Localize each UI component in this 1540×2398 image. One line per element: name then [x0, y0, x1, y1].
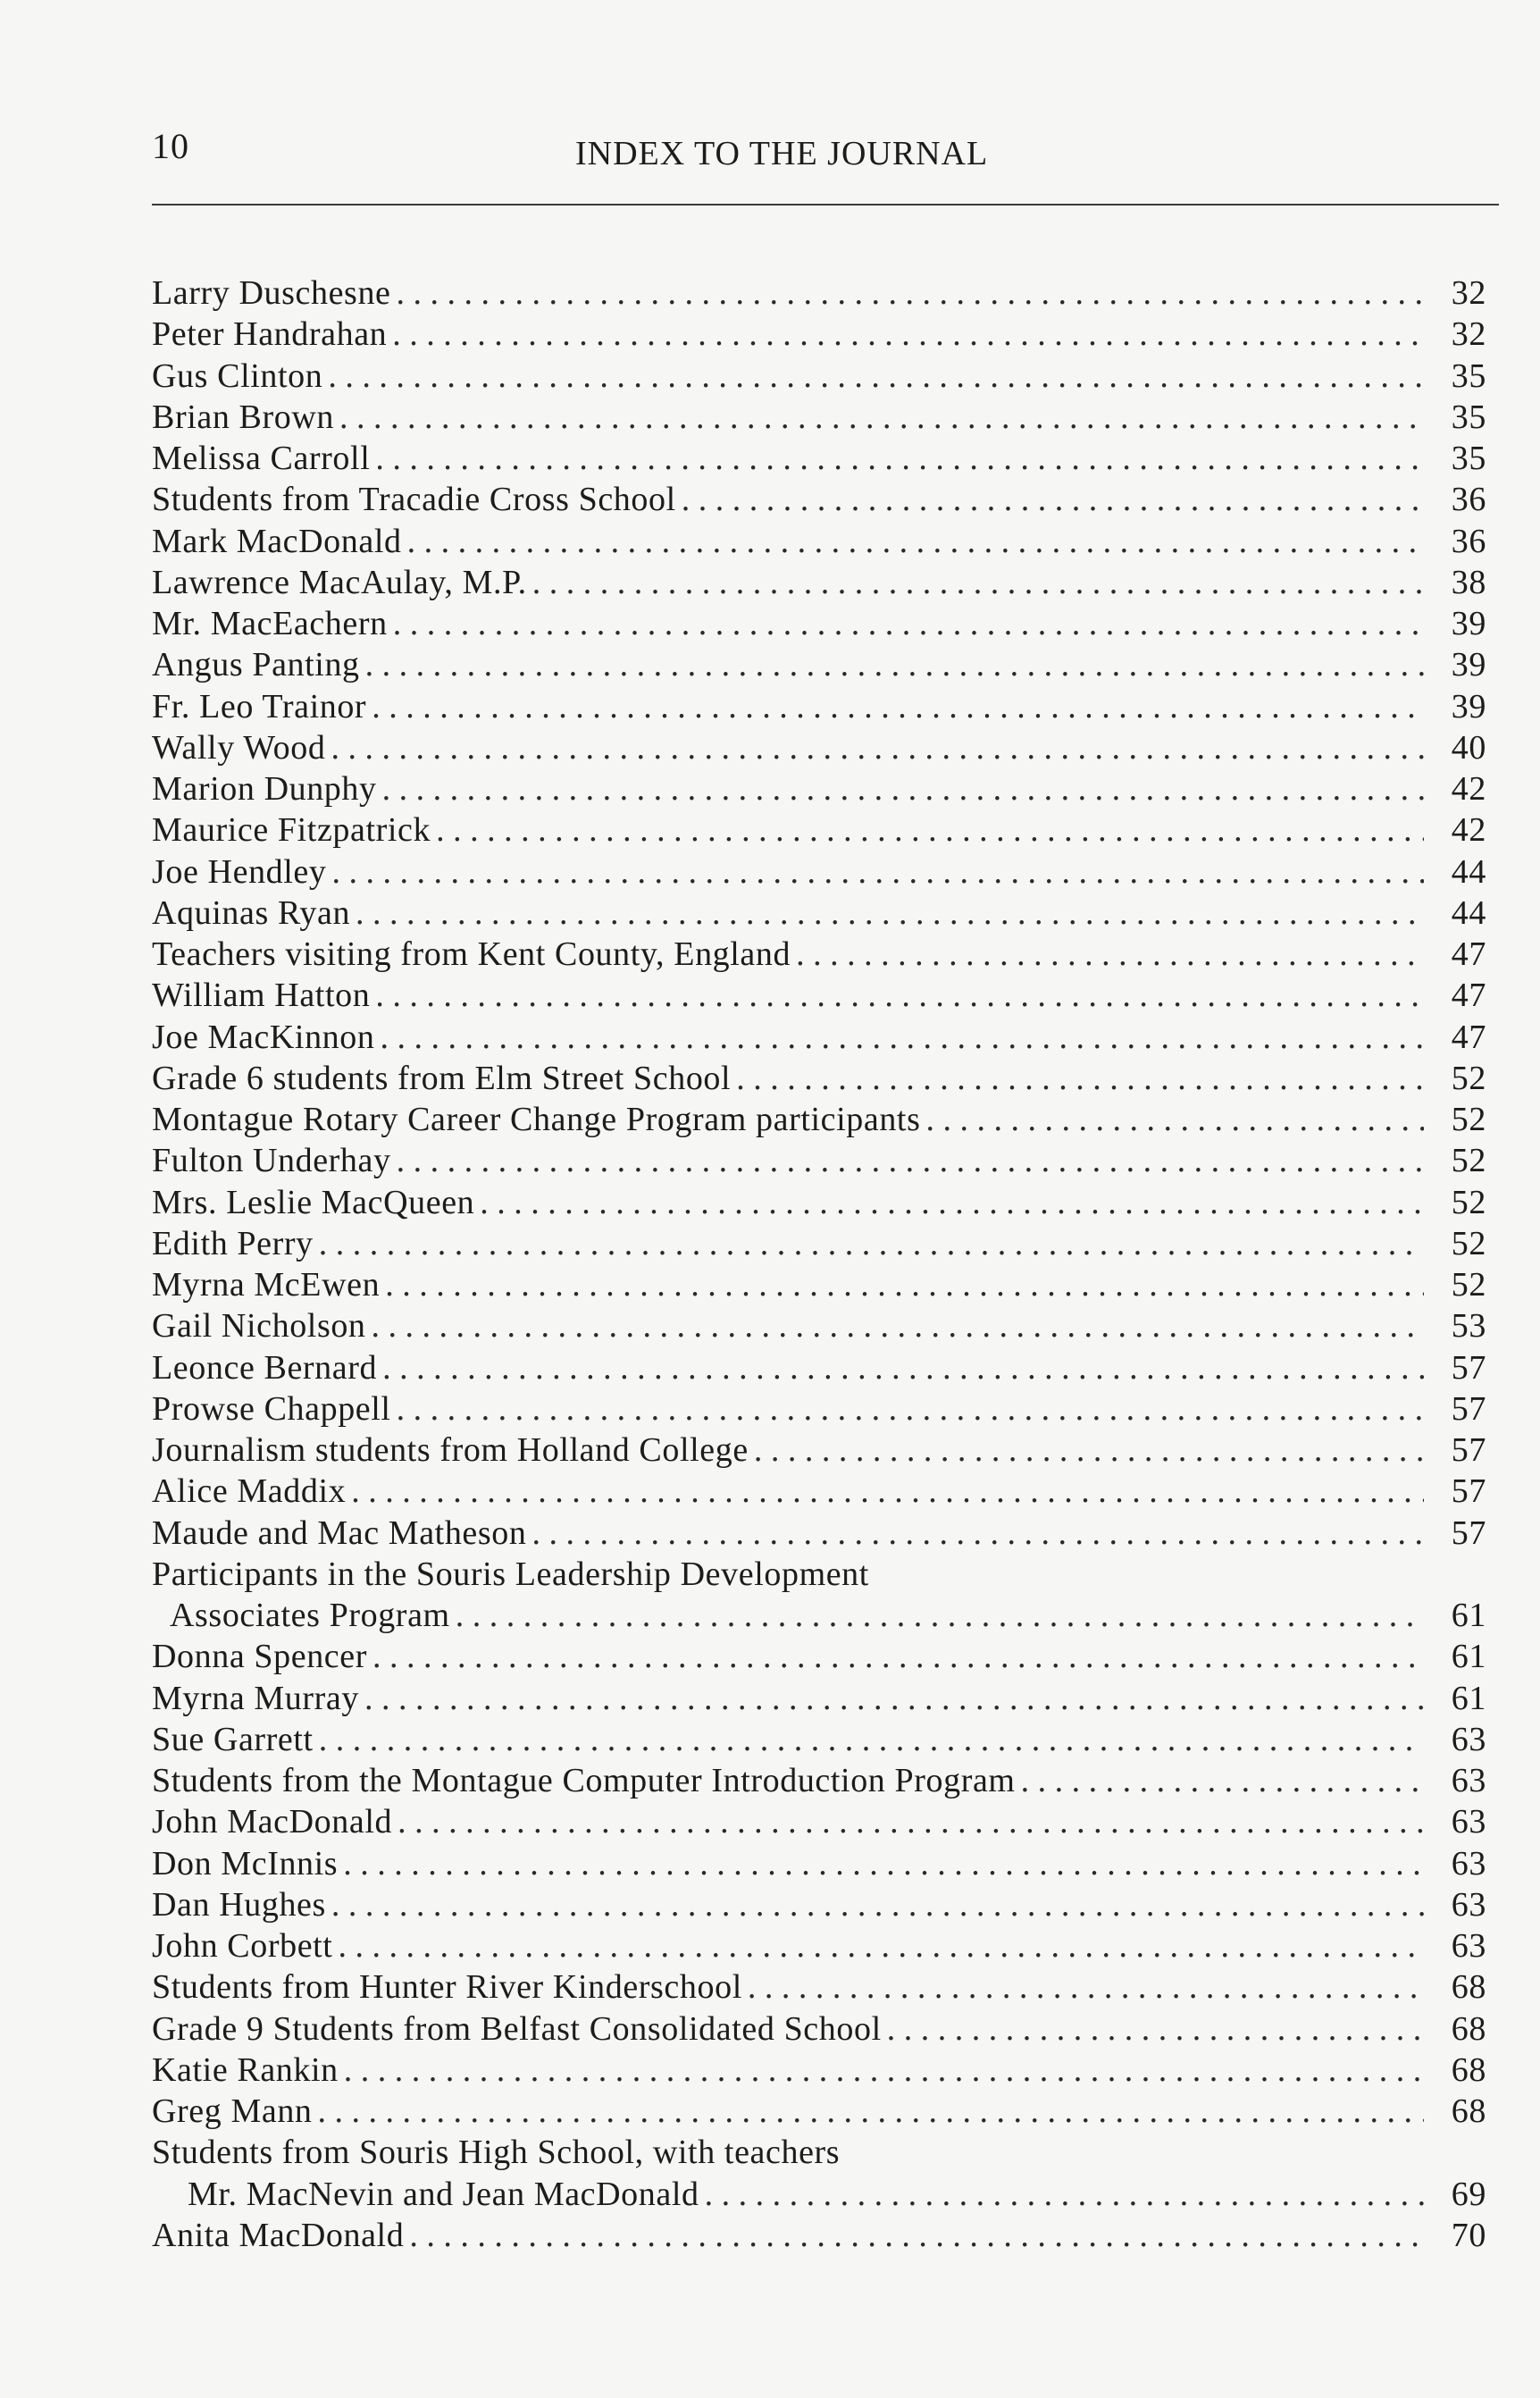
- index-entry: [152, 975, 1492, 1016]
- dot-leader: [682, 479, 1424, 520]
- entry-name: Montague Rotary Career Change Program participants: [152, 1101, 921, 1138]
- dot-leader: [372, 686, 1424, 727]
- index-entry: [152, 1843, 1492, 1884]
- dot-leader: [385, 1264, 1424, 1305]
- dot-leader: [319, 1719, 1424, 1760]
- dot-leader: [380, 1017, 1424, 1058]
- entry-name: Students from Tracadie Cross School: [152, 481, 676, 519]
- index-entry: [152, 2050, 1492, 2091]
- entry-name: Dan Hughes: [152, 1885, 326, 1924]
- entry-name: Mark MacDonald: [152, 522, 402, 560]
- index-list: [152, 272, 1492, 2256]
- entry-page-number: 44: [1451, 893, 1486, 932]
- entry-name: Joe Hendley: [152, 852, 327, 891]
- dot-leader: [705, 2174, 1424, 2215]
- index-entry: [152, 934, 1492, 975]
- entry-name: Myrna McEwen: [152, 1266, 381, 1304]
- index-entry: [152, 768, 1492, 809]
- index-entry: [152, 1636, 1492, 1677]
- entry-page-number: 57: [1451, 1513, 1486, 1552]
- entry-page-number: 52: [1451, 1183, 1486, 1221]
- entry-page-number: 47: [1451, 1018, 1486, 1056]
- entry-name: Gus Clinton: [152, 356, 323, 395]
- entry-page-number: 63: [1451, 1720, 1486, 1758]
- entry-name: Anita MacDonald: [152, 2216, 405, 2254]
- entry-page-number: 52: [1451, 1142, 1486, 1180]
- entry-page-number: 53: [1451, 1307, 1486, 1346]
- index-entry: [152, 1719, 1492, 1760]
- entry-name: Edith Perry: [152, 1224, 314, 1262]
- dot-leader: [397, 1140, 1424, 1181]
- entry-page-number: 52: [1451, 1224, 1486, 1262]
- index-entry: [152, 356, 1492, 397]
- index-entry: [152, 1801, 1492, 1842]
- entry-page-number: 68: [1451, 2050, 1486, 2089]
- dot-leader: [382, 768, 1424, 809]
- index-entry: [152, 1678, 1492, 1719]
- entry-page-number: 42: [1451, 770, 1486, 808]
- dot-leader: [925, 1099, 1424, 1140]
- index-entry: [152, 809, 1492, 851]
- index-entry: [152, 521, 1492, 562]
- entry-name: Sue Garrett: [152, 1720, 314, 1758]
- entry-name: Teachers visiting from Kent County, England: [152, 935, 791, 973]
- index-entry: [152, 1305, 1492, 1346]
- entry-page-number: 63: [1451, 1885, 1486, 1924]
- entry-name: Maurice Fitzpatrick: [152, 811, 431, 850]
- entry-name: Grade 9 Students from Belfast Consolidated School: [152, 2009, 882, 2048]
- entry-page-number: 69: [1451, 2175, 1486, 2213]
- entry-name: Students from Souris High School, with teachers: [152, 2134, 841, 2172]
- dot-leader: [887, 2008, 1424, 2050]
- page-header: [0, 0, 1540, 214]
- index-entry: [152, 686, 1492, 727]
- entry-page-number: 32: [1451, 274, 1486, 312]
- index-entry: [152, 562, 1492, 603]
- entry-page-number: 44: [1451, 852, 1486, 891]
- entry-page-number: 61: [1451, 1638, 1486, 1676]
- index-entry: [152, 1182, 1492, 1223]
- entry-page-number: 42: [1451, 811, 1486, 850]
- entry-page-number: 47: [1451, 935, 1486, 973]
- entry-page-number: 36: [1451, 522, 1486, 560]
- entry-name: Prowse Chappell: [152, 1389, 391, 1428]
- entry-page-number: 47: [1451, 977, 1486, 1015]
- index-entry: [152, 1017, 1492, 1058]
- dot-leader: [796, 934, 1424, 975]
- index-entry: [152, 603, 1492, 644]
- entry-name: Fr. Leo Trainor: [152, 687, 367, 725]
- entry-name: Don McInnis: [152, 1844, 339, 1882]
- dot-leader: [328, 356, 1424, 397]
- entry-name: Donna Spencer: [152, 1638, 367, 1676]
- entry-name: Mrs. Leslie MacQueen: [152, 1183, 475, 1221]
- dot-leader: [748, 1966, 1424, 2008]
- index-entry: [152, 2132, 1492, 2173]
- dot-leader: [736, 1058, 1424, 1099]
- entry-continuation: Associates Program: [170, 1597, 450, 1634]
- entry-page-number: 61: [1451, 1597, 1486, 1634]
- entry-name: Alice Maddix: [152, 1472, 347, 1511]
- index-entry: [152, 1140, 1492, 1181]
- dot-leader: [409, 2215, 1424, 2256]
- entry-page-number: 39: [1451, 605, 1486, 642]
- running-head: INDEX TO THE JOURNAL: [575, 135, 989, 172]
- entry-page-number: 68: [1451, 2092, 1486, 2130]
- entry-name: John Corbett: [152, 1927, 333, 1965]
- dot-leader: [339, 397, 1424, 438]
- index-entry-continuation: [152, 2174, 1492, 2215]
- page-number: 10: [152, 126, 189, 166]
- dot-leader: [480, 1182, 1424, 1223]
- index-entry: [152, 479, 1492, 520]
- index-entry: [152, 1966, 1492, 2008]
- index-entry: [152, 893, 1492, 934]
- index-entry: [152, 438, 1492, 479]
- entry-page-number: 35: [1451, 398, 1486, 436]
- entry-name: Fulton Underhay: [152, 1142, 391, 1180]
- index-entry: [152, 1223, 1492, 1264]
- entry-name: Gail Nicholson: [152, 1307, 366, 1346]
- entry-page-number: 52: [1451, 1059, 1486, 1097]
- entry-page-number: 39: [1451, 646, 1486, 684]
- entry-name: Students from the Montague Computer Introduction Program: [152, 1762, 1016, 1799]
- index-entry: [152, 272, 1492, 314]
- entry-name: Joe MacKinnon: [152, 1018, 375, 1056]
- index-entry: [152, 397, 1492, 438]
- index-entry: [152, 1430, 1492, 1471]
- dot-leader: [332, 851, 1425, 893]
- entry-page-number: 52: [1451, 1266, 1486, 1304]
- entry-name: Participants in the Souris Leadership Development: [152, 1555, 869, 1593]
- entry-name: Marion Dunphy: [152, 770, 377, 808]
- entry-name: Maude and Mac Matheson: [152, 1513, 527, 1552]
- entry-name: Leonce Bernard: [152, 1348, 378, 1387]
- dot-leader: [531, 1513, 1424, 1554]
- dot-leader: [344, 2050, 1424, 2091]
- entry-page-number: 52: [1451, 1101, 1486, 1138]
- entry-name: Melissa Carroll: [152, 440, 371, 477]
- entry-name: Katie Rankin: [152, 2050, 339, 2089]
- entry-name: Students from Hunter River Kinderschool: [152, 1968, 742, 2007]
- index-entry: [152, 1760, 1492, 1801]
- index-entry: [152, 1884, 1492, 1925]
- entry-name: Journalism students from Holland College: [152, 1431, 749, 1469]
- entry-page-number: 57: [1451, 1389, 1486, 1428]
- index-entry: [152, 2215, 1492, 2256]
- dot-leader: [351, 1471, 1424, 1512]
- entry-name: Greg Mann: [152, 2092, 313, 2130]
- entry-name: Wally Wood: [152, 728, 326, 767]
- index-entry: [152, 1058, 1492, 1099]
- entry-page-number: 39: [1451, 687, 1486, 725]
- entry-name: Angus Panting: [152, 646, 360, 684]
- entry-name: Aquinas Ryan: [152, 893, 351, 932]
- entry-name: Mr. MacEachern: [152, 605, 388, 642]
- dot-leader: [338, 1925, 1424, 1966]
- index-entry: [152, 2091, 1492, 2132]
- entry-page-number: 32: [1451, 315, 1486, 354]
- entry-page-number: 63: [1451, 1844, 1486, 1882]
- dot-leader: [398, 1801, 1424, 1842]
- dot-leader: [407, 521, 1424, 562]
- index-entry: [152, 1264, 1492, 1305]
- entry-page-number: 35: [1451, 356, 1486, 395]
- dot-leader: [754, 1430, 1424, 1471]
- entry-name: Peter Handrahan: [152, 315, 388, 354]
- entry-name: Brian Brown: [152, 398, 334, 436]
- index-entry: [152, 644, 1492, 685]
- index-entry: [152, 851, 1492, 893]
- entry-page-number: 57: [1451, 1431, 1486, 1469]
- index-entry: [152, 1388, 1492, 1430]
- header-rule: [152, 204, 1499, 205]
- dot-leader: [532, 562, 1424, 603]
- entry-page-number: 40: [1451, 728, 1486, 767]
- dot-leader: [456, 1595, 1424, 1636]
- entry-page-number: 63: [1451, 1927, 1486, 1965]
- entry-page-number: 36: [1451, 481, 1486, 519]
- dot-leader: [372, 1636, 1424, 1677]
- entry-page-number: 63: [1451, 1803, 1486, 1841]
- index-entry: [152, 1513, 1492, 1554]
- index-entry: [152, 1471, 1492, 1512]
- dot-leader: [436, 809, 1424, 851]
- index-entry: [152, 1925, 1492, 1966]
- dot-leader: [375, 438, 1424, 479]
- dot-leader: [1021, 1760, 1424, 1801]
- dot-leader: [331, 1884, 1424, 1925]
- entry-name: John MacDonald: [152, 1803, 393, 1841]
- dot-leader: [331, 727, 1424, 768]
- entry-page-number: 68: [1451, 1968, 1486, 2007]
- dot-leader: [365, 644, 1424, 685]
- index-entry: [152, 727, 1492, 768]
- dot-leader: [372, 1305, 1424, 1346]
- dot-leader: [319, 1223, 1424, 1264]
- index-entry: [152, 1347, 1492, 1388]
- index-entry: [152, 1099, 1492, 1140]
- entry-page-number: 61: [1451, 1679, 1486, 1717]
- entry-name: Grade 6 students from Elm Street School: [152, 1059, 732, 1097]
- dot-leader: [343, 1843, 1424, 1884]
- index-entry: [152, 1554, 1492, 1595]
- entry-page-number: 70: [1451, 2216, 1486, 2254]
- entry-page-number: 57: [1451, 1348, 1486, 1387]
- dot-leader: [356, 893, 1424, 934]
- entry-name: Lawrence MacAulay, M.P.: [152, 563, 527, 601]
- dot-leader: [393, 603, 1424, 644]
- dot-leader: [382, 1347, 1424, 1388]
- entry-name: Larry Duschesne: [152, 274, 391, 312]
- entry-page-number: 63: [1451, 1762, 1486, 1799]
- dot-leader: [364, 1678, 1424, 1719]
- entry-page-number: 68: [1451, 2009, 1486, 2048]
- entry-continuation: Mr. MacNevin and Jean MacDonald: [188, 2175, 699, 2213]
- dot-leader: [375, 975, 1424, 1016]
- index-entry: [152, 2008, 1492, 2050]
- entry-name: Myrna Murray: [152, 1679, 359, 1717]
- dot-leader: [397, 272, 1424, 314]
- entry-page-number: 38: [1451, 563, 1486, 601]
- index-entry: [152, 314, 1492, 355]
- dot-leader: [397, 1388, 1424, 1430]
- entry-name: William Hatton: [152, 977, 371, 1015]
- dot-leader: [318, 2091, 1424, 2132]
- dot-leader: [392, 314, 1424, 355]
- entry-page-number: 57: [1451, 1472, 1486, 1511]
- index-entry-continuation: [152, 1595, 1492, 1636]
- entry-page-number: 35: [1451, 440, 1486, 477]
